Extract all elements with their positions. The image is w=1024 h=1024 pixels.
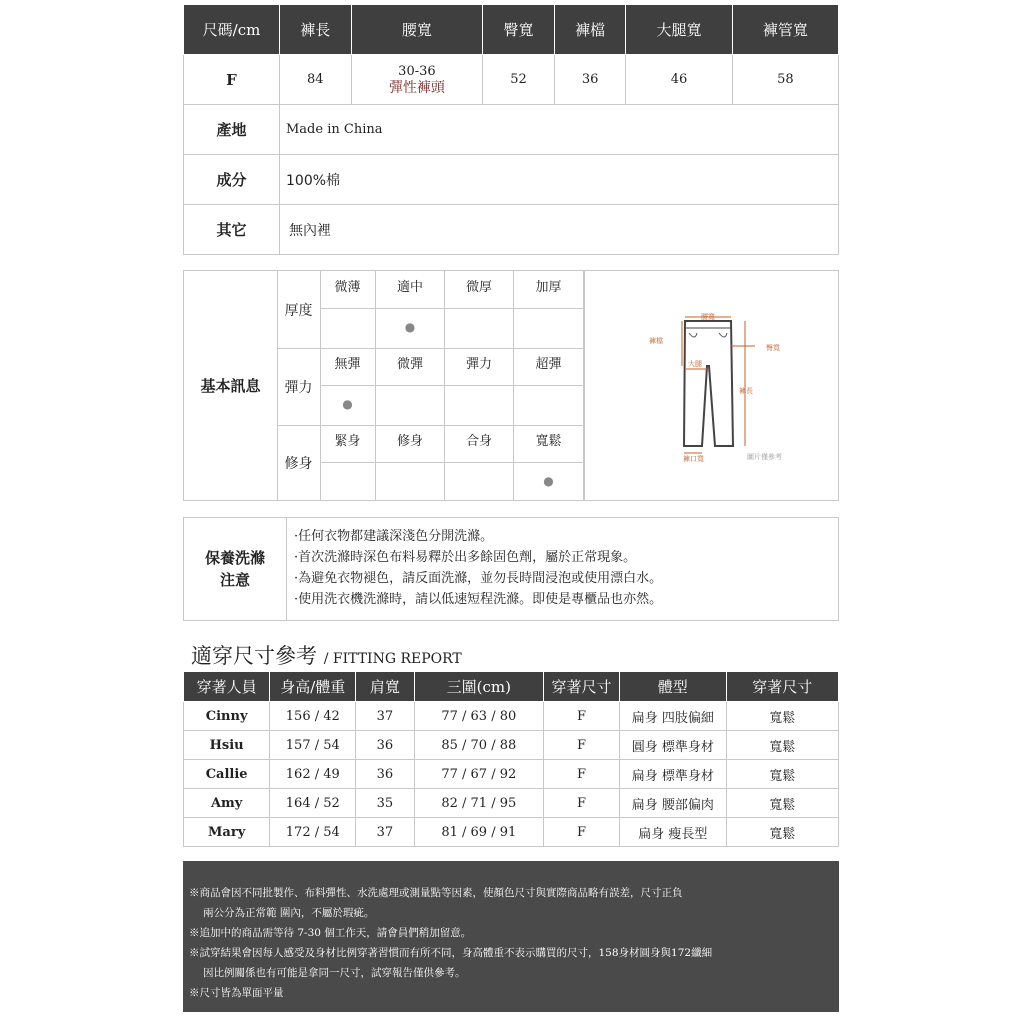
waist-note: 彈性褲頭 (388, 79, 445, 96)
fit-result: 寬鬆 (726, 789, 838, 818)
fit-body-type: 圓身 標準身材 (620, 731, 727, 760)
waist-value (351, 55, 483, 105)
note-line: 因比例關係也有可能是拿同一尺寸，試穿報告僅供參考。 (203, 967, 466, 979)
diagram-thigh-label: 大腿 (688, 360, 702, 368)
fit-body-type: 扁身 標準身材 (620, 760, 727, 789)
fit-name: Amy (184, 789, 270, 818)
diagram-waist-label: 腰寬 (701, 313, 715, 321)
fit-name: Mary (184, 818, 270, 847)
elasticity-option: 超彈 (514, 348, 584, 386)
other-label: 其它 (184, 205, 280, 255)
pants-sketch-icon (585, 271, 839, 500)
basic-info-title: 基本訊息 (184, 271, 278, 500)
other-row (184, 205, 839, 255)
fitting-title-main: 適穿尺寸參考 (191, 644, 317, 668)
care-title-line2: 注意 (219, 571, 250, 589)
thickness-group (277, 271, 584, 349)
header-length: 褲長 (280, 5, 352, 55)
table-row (184, 702, 839, 731)
note-line: ※追加中的商品需等待 7-30 個工作天，請會員們稍加留意。 (189, 927, 472, 939)
pants-diagram (584, 271, 839, 500)
size-row (184, 55, 839, 105)
fitting-header-cell: 穿著尺寸 (544, 672, 620, 702)
fit-result: 寬鬆 (726, 760, 838, 789)
fit-option: 修身 (376, 425, 445, 463)
fit-measurements: 82 / 71 / 95 (414, 789, 543, 818)
fit-shoulder: 35 (356, 789, 414, 818)
fit-measurements: 77 / 67 / 92 (414, 760, 543, 789)
fit-shoulder: 36 (356, 731, 414, 760)
fit-result: 寬鬆 (726, 818, 838, 847)
size-table-header (184, 5, 839, 55)
fit-name: Hsiu (184, 731, 270, 760)
diagram-hip-label: 臀寬 (766, 344, 780, 352)
diagram-note: 圖片僅參考 (747, 453, 782, 461)
elasticity-selected-dot: ● (320, 386, 376, 425)
fit-option: 合身 (445, 425, 514, 463)
header-thigh: 大腿寬 (626, 5, 732, 55)
fit-size: F (544, 818, 620, 847)
material-row (184, 155, 839, 205)
fit-height-weight: 157 / 54 (270, 731, 356, 760)
thickness-label: 厚度 (277, 271, 321, 348)
fit-body-type: 扁身 四肢偏細 (620, 702, 727, 731)
fitting-table (183, 671, 839, 847)
header-size: 尺碼/cm (184, 5, 280, 55)
fitting-title (191, 640, 462, 670)
header-waist: 腰寬 (351, 5, 483, 55)
fit-measurements: 77 / 63 / 80 (414, 702, 543, 731)
table-row (184, 760, 839, 789)
diagram-rise-label: 褲檔 (649, 337, 663, 345)
thickness-option: 加厚 (514, 271, 584, 309)
fit-height-weight: 156 / 42 (270, 702, 356, 731)
table-row (184, 818, 839, 847)
table-row (184, 731, 839, 760)
fit-name: Cinny (184, 702, 270, 731)
fit-size: F (544, 731, 620, 760)
fit-size: F (544, 760, 620, 789)
fitting-header-cell: 穿著人員 (184, 672, 270, 702)
basic-info-panel (183, 270, 839, 501)
care-item: ·首次洗滌時深色布料易釋於出多餘固色劑，屬於正常現象。 (294, 550, 637, 565)
header-hem: 褲管寬 (732, 5, 838, 55)
fit-height-weight: 162 / 49 (270, 760, 356, 789)
fit-body-type: 扁身 腰部偏肉 (620, 789, 727, 818)
fit-shoulder: 36 (356, 760, 414, 789)
fitting-header-cell: 體型 (620, 672, 727, 702)
fit-measurements: 85 / 70 / 88 (414, 731, 543, 760)
fit-height-weight: 172 / 54 (270, 818, 356, 847)
care-list (294, 526, 662, 610)
fitting-header-cell: 身高/體重 (270, 672, 356, 702)
care-item: ·為避免衣物褪色，請反面洗滌，並勿長時間浸泡或使用漂白水。 (294, 571, 663, 586)
fitting-header-cell: 肩寬 (356, 672, 414, 702)
diagram-length-label: 褲長 (739, 387, 753, 395)
fit-height-weight: 164 / 52 (270, 789, 356, 818)
length-value: 84 (280, 55, 352, 105)
material-value: 100%棉 (280, 155, 839, 205)
care-title (184, 518, 287, 620)
fit-measurements: 81 / 69 / 91 (414, 818, 543, 847)
table-row (184, 789, 839, 818)
waist-range: 30-36 (398, 63, 436, 79)
elasticity-option: 彈力 (445, 348, 514, 386)
fit-option: 寬鬆 (514, 425, 584, 463)
fit-body-type: 扁身 瘦長型 (620, 818, 727, 847)
fit-name: Callie (184, 760, 270, 789)
origin-label: 產地 (184, 105, 280, 155)
fit-option: 緊身 (320, 425, 376, 463)
rise-value: 36 (554, 55, 626, 105)
size-table (183, 4, 839, 255)
elasticity-option: 微彈 (376, 348, 445, 386)
elasticity-group (277, 348, 584, 426)
hem-value: 58 (732, 55, 838, 105)
fitting-header (184, 672, 839, 702)
note-line: ※試穿結果會因每人感受及身材比例穿著習慣而有所不同，身高體重不表示購買的尺寸，158身材圓身與172纖細 (189, 947, 713, 959)
thigh-value: 46 (626, 55, 732, 105)
thickness-option: 微薄 (320, 271, 376, 309)
thickness-option: 微厚 (445, 271, 514, 309)
thickness-option: 適中 (376, 271, 445, 309)
fit-shoulder: 37 (356, 818, 414, 847)
fitting-header-cell: 三圍(cm) (414, 672, 543, 702)
header-rise: 褲檔 (554, 5, 626, 55)
fit-size: F (544, 789, 620, 818)
thickness-selected-dot: ● (376, 309, 445, 348)
fit-result: 寬鬆 (726, 731, 838, 760)
origin-value: Made in China (280, 105, 839, 155)
fitting-header-cell: 穿著尺寸 (726, 672, 838, 702)
fit-shoulder: 37 (356, 702, 414, 731)
header-hip: 臀寬 (483, 5, 555, 55)
note-line: 兩公分為正常範 圍內，不屬於瑕疵。 (203, 907, 375, 919)
fit-result: 寬鬆 (726, 702, 838, 731)
diagram-hem-label: 褲口寬 (683, 455, 704, 463)
size-value: F (184, 55, 280, 105)
elasticity-label: 彈力 (277, 348, 321, 425)
fit-group (277, 425, 584, 500)
hip-value: 52 (483, 55, 555, 105)
fit-label: 修身 (277, 425, 321, 500)
care-item: ·任何衣物都建議深淺色分開洗滌。 (294, 529, 494, 544)
origin-row (184, 105, 839, 155)
elasticity-option: 無彈 (320, 348, 376, 386)
care-title-line1: 保養洗滌 (204, 549, 265, 567)
notes-panel (183, 861, 839, 1012)
note-line: ※尺寸皆為單面平量 (189, 987, 284, 999)
care-item: ·使用洗衣機洗滌時，請以低速短程洗滌。即使是專櫃品也亦然。 (294, 592, 663, 607)
note-line: ※商品會因不同批製作、布料彈性、水洗處理或測量點等因素，使顏色尺寸與實際商品略有誤差，尺寸正負 (189, 887, 683, 899)
material-label: 成分 (184, 155, 280, 205)
fit-selected-dot: ● (514, 463, 584, 500)
fitting-subtitle: / FITTING REPORT (323, 651, 462, 667)
care-panel (183, 517, 839, 621)
fit-size: F (544, 702, 620, 731)
other-value: 無內裡 (280, 205, 839, 255)
